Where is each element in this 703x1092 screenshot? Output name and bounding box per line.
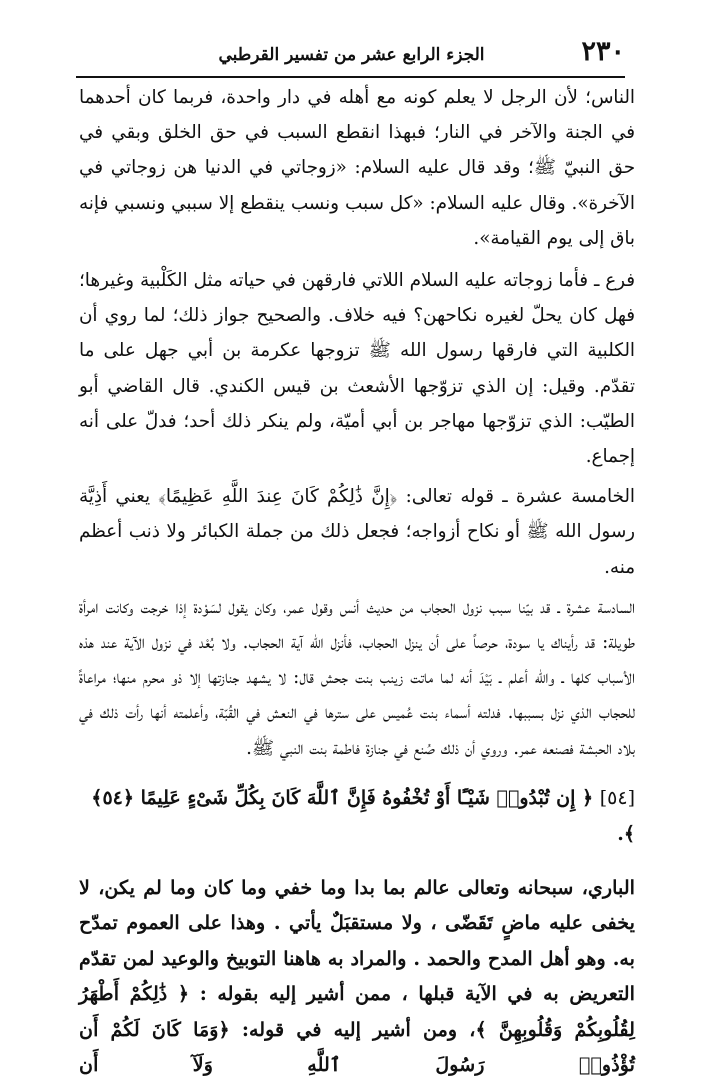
page-body <box>79 80 635 1083</box>
paragraph-far: فرع ـ فأما زوجاته عليه السلام اللاتي فارقهن في حياته مثل الكَلْبية وغيرها؛ فهل كان يحلّ لغيره نكاحهن؟ فيه خلاف. والصحيح جواز ذلك؛ لما روي أن الكلبية التي فارقها رسول الله ﷺ تزوجها عكرمة بن أبي جهل على ما تقدّم. وقيل: إن الذي تزوّجها الأشعث بن قيس الكندي. قال القاضي أبو الطيّب: الذي تزوّجها مهاجر بن أبي أميّة، ولم ينكر ذلك أحد؛ فدلّ على أنه إجماع. <box>79 270 635 468</box>
quran-verse <box>79 780 635 852</box>
verse-number: [٥٤] <box>599 786 635 809</box>
running-title: الجزء الرابع عشر من تفسير القرطبي <box>218 45 485 65</box>
page-number: ٢٣٠ <box>581 36 625 67</box>
paragraph-sixteenth: السادسة عشرة ـ قد بيّنا سبب نزول الحجاب من حديث أنس وقول عمر، وكان يقول لسَوْدة إذا خرجت وكانت امرأة طويلة: قد رأيناك يا سودة، حرصاً على أن ينزل الحجاب، فأنزل الله آية الحجاب. ولا بُعْد في نزول الآية عند هذه الأسباب كلها ـ والله أعلم ـ بَيْدَ أنه لما ماتت زينب بنت جحش قال: لا يشهد جنازتها إلا ذو محرم منها؛ مراعاةً للحجاب الذي نزل بسببها. فدلته أسماء بنت عُميس على سترها في النعش في القُبّة، وأعلمته أنها رأت ذلك في بلاد الحبشة فصنعه عمر. وروي أن ذلك صُنع في جنازة فاطمة بنت النبي ﷺ. <box>79 596 635 759</box>
paragraph-fifteenth: الخامسة عشرة ـ قوله تعالى: ﴿إِنَّ ذَٰلِكُمْ كَانَ عِندَ اللَّهِ عَظِيمًا﴾ يعني أَذِيَّة رسول الله ﷺ أو نكاح أزواجه؛ فجعل ذلك من جملة الكبائر ولا ذنب أعظم منه. <box>79 486 635 578</box>
commentary-paragraph: الباري، سبحانه وتعالى عالم بما بدا وما خفي وما كان وما لم يكن، لا يخفى عليه ماضٍ تَقَضّى ، ولا مستقبَلٌ يأتي . وهذا على العموم تمدّح به. وهو أهل المدح والحمد . والمراد به هاهنا التوبيخ والوعيد لمن تقدّم التعريض به في الآية قبلها ، ممن أشير إليه بقوله : ﴿ ذَٰلِكُمْ أَطْهَرُ لِقُلُوبِكُمْ وَقُلُوبِهِنَّ ﴾، ومن أشير إليه في قوله: ﴿وَمَا كَانَ لَكُمْ أَن تُؤْذُوا۟ رَسُولَ ٱللَّهِ وَلَآ أَن <box>79 875 635 1077</box>
header-rule <box>76 76 625 78</box>
verse-text: ﴿ إِن تُبْدُوا۟ شَيْـًٔا أَوْ تُخْفُوهُ فَإِنَّ ٱللَّهَ كَانَ بِكُلِّ شَىْءٍ عَلِيمًا ﴿٥٤﴾ ﴾. <box>91 786 635 845</box>
page-header <box>78 30 625 76</box>
paragraph-continuation: الناس؛ لأن الرجل لا يعلم كونه مع أهله في دار واحدة، فربما كان أحدهما في الجنة والآخر في النار؛ فبهذا انقطع السبب في حق الخلق وبقي في حق النبيّ ﷺ؛ وقد قال عليه السلام: «زوجاتي في الدنيا هن زوجاتي في الآخرة». وقال عليه السلام: «كل سبب ونسب ينقطع إلا سببي ونسبي فإنه باق إلى يوم القيامة». <box>79 87 635 249</box>
